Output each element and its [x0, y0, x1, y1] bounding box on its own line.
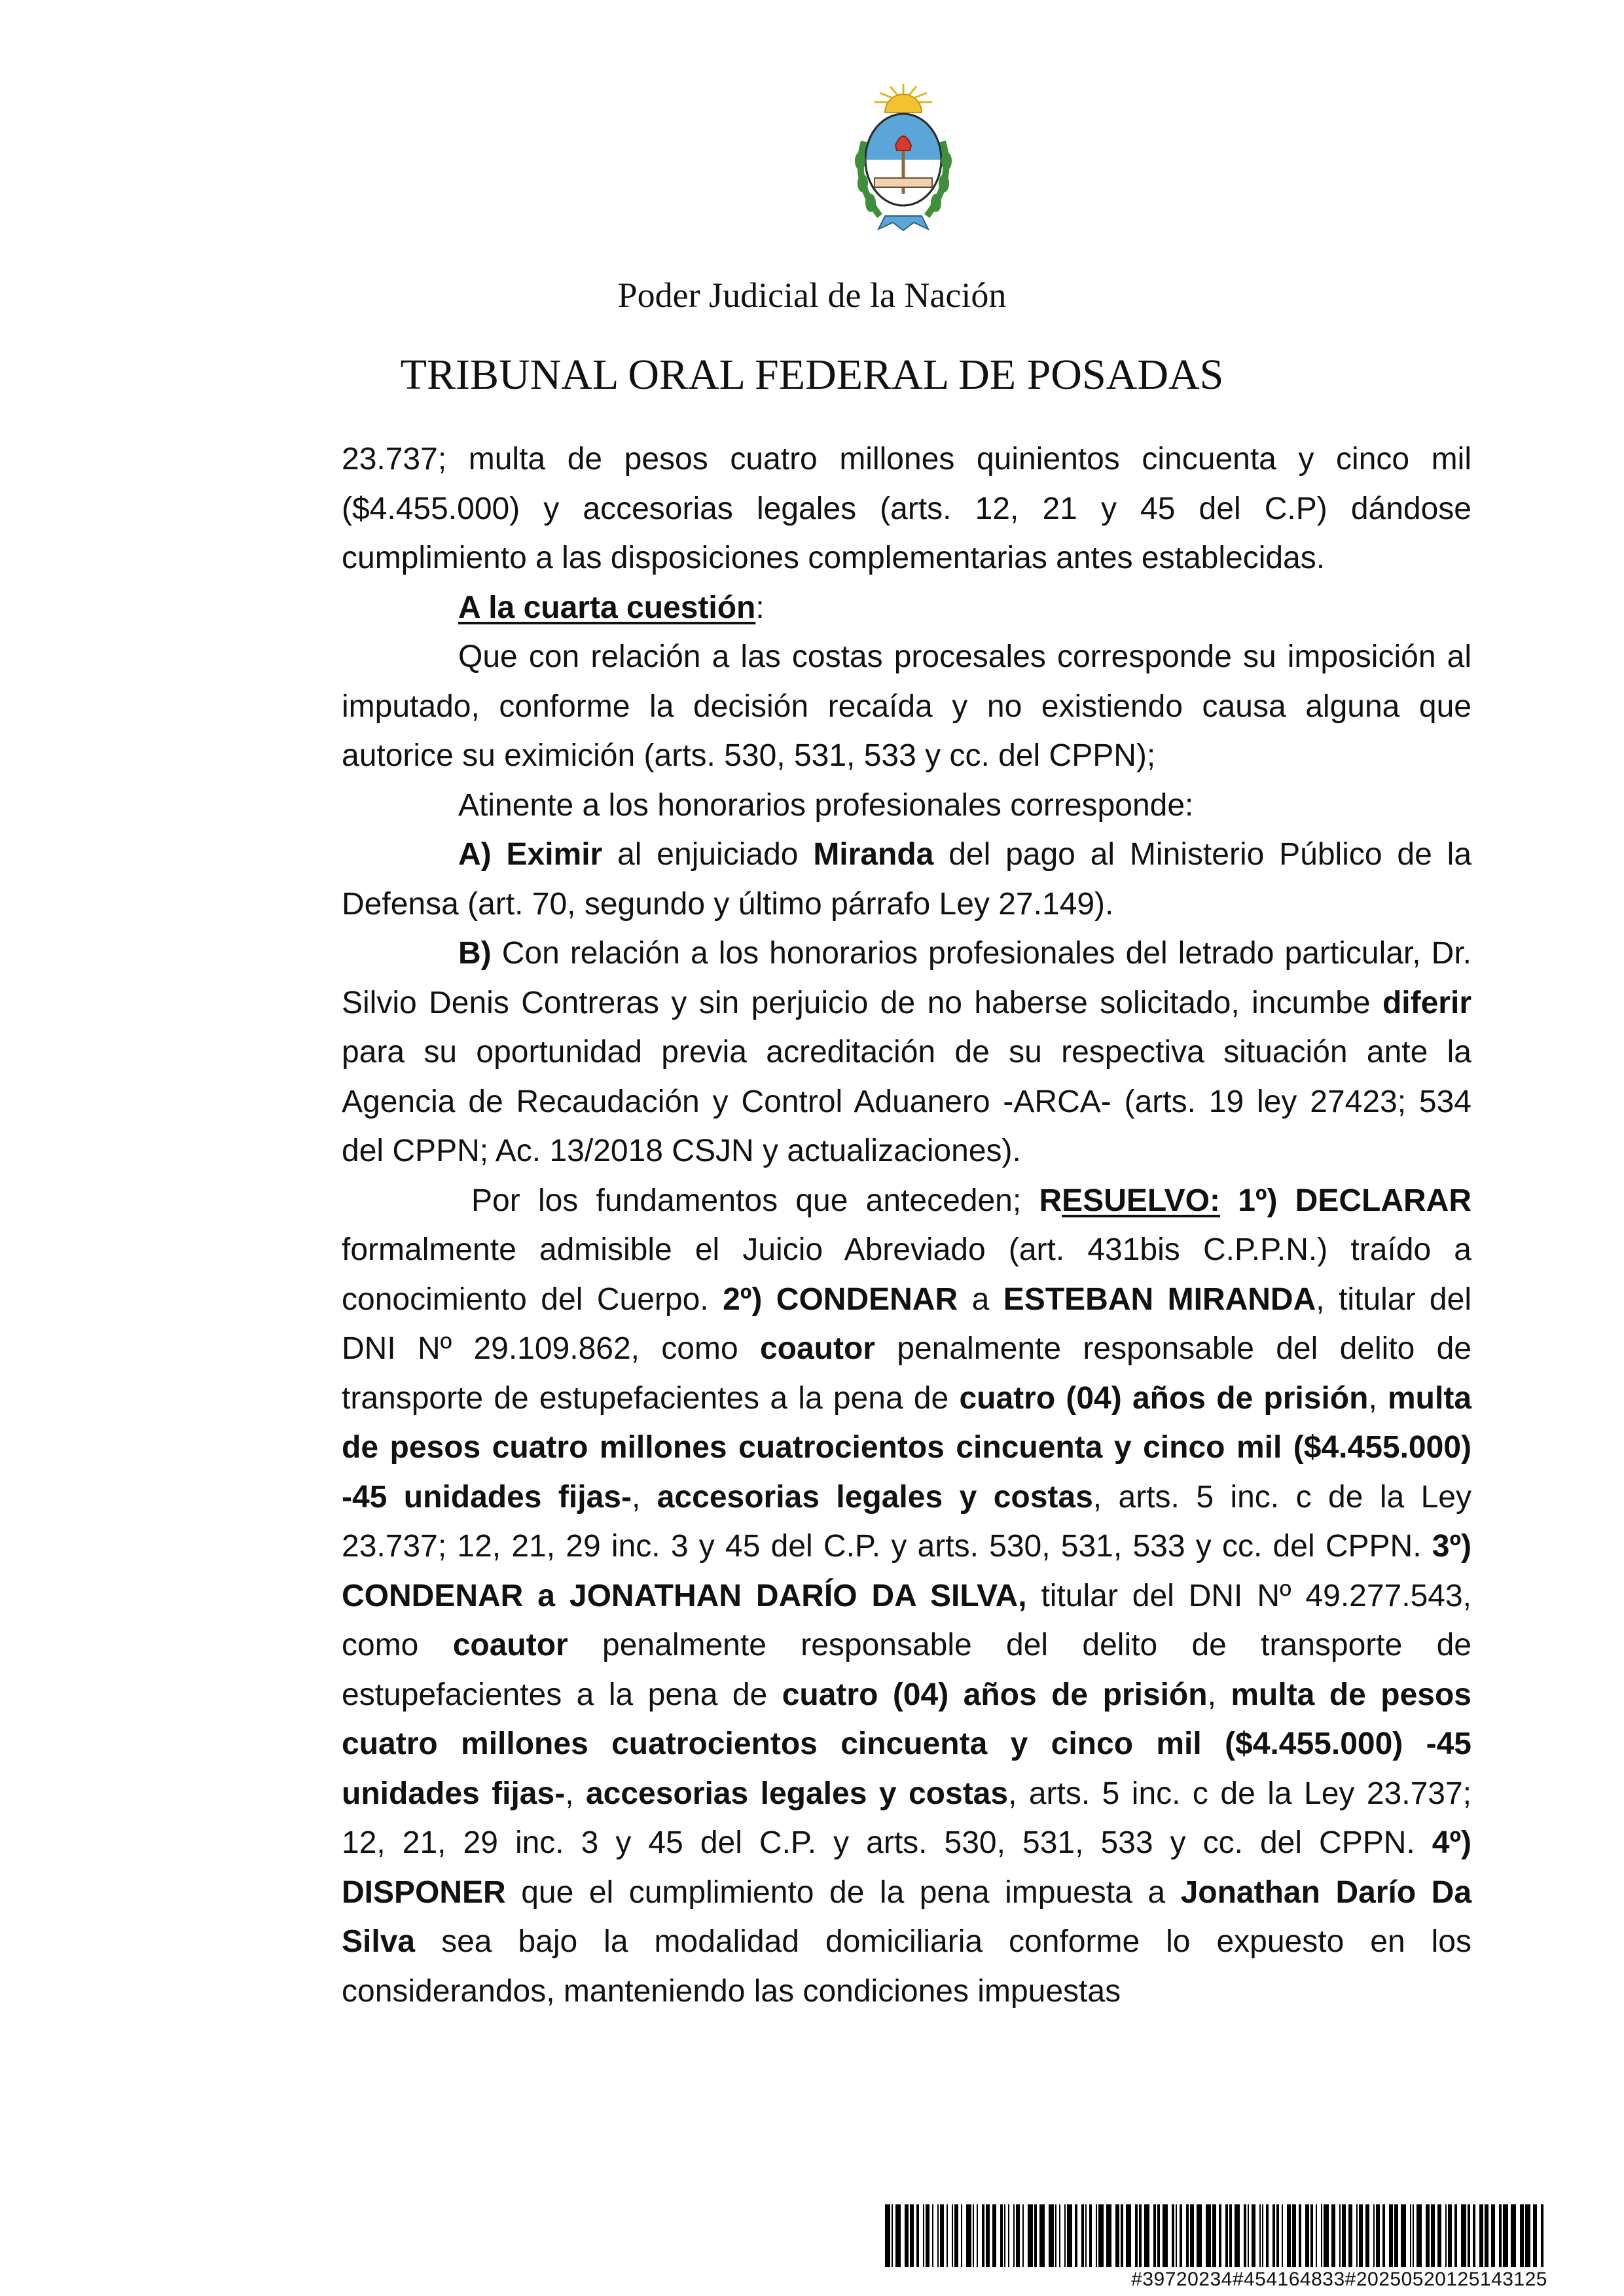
barcode-bar [1461, 2204, 1466, 2267]
paragraph-continuation: 23.737; multa de pesos cuatro millones quinientos cincuenta y cinco mil ($4.455.000) y accesorias legales (arts. 12, 21 y 45 del C.P) dándose cumplimiento a las disposiciones complementarias antes establecidas. [342, 442, 1471, 575]
barcode-bar [1511, 2204, 1516, 2267]
barcode-bar [916, 2204, 919, 2267]
text-run: a [958, 1282, 1003, 1317]
barcode-bar [1454, 2204, 1457, 2267]
barcode-icon [885, 2204, 1547, 2267]
barcode-bar [1389, 2204, 1393, 2267]
barcode-bar [1126, 2204, 1131, 2267]
barcode-bar [1172, 2204, 1174, 2267]
barcode-bar [1394, 2204, 1398, 2267]
barcode-bar [895, 2204, 901, 2267]
paragraph-fees-b [342, 929, 1471, 1176]
barcode-bar [1039, 2204, 1045, 2267]
barcode-bar [982, 2204, 984, 2267]
barcode-bar [947, 2204, 948, 2267]
text-run: del pago al Ministerio Público de la Defensa (art. 70, segundo y último párrafo Ley 27.149). [342, 837, 1472, 922]
barcode-bar [1499, 2204, 1502, 2267]
heading-fourth-question: A la cuarta cuestión [458, 590, 756, 625]
barcode-bar [1252, 2204, 1255, 2267]
barcode-bar [1197, 2204, 1202, 2267]
barcode-bar [1401, 2204, 1406, 2267]
resuelvo-underlined: ESUELVO: [1062, 1183, 1220, 1218]
barcode-bar [1081, 2204, 1084, 2267]
text-bold: A) Eximir [458, 837, 603, 872]
barcode-bar [940, 2204, 944, 2267]
barcode-bar [1431, 2204, 1435, 2267]
barcode-bar [992, 2204, 996, 2267]
barcode-bar [1262, 2204, 1263, 2267]
text-bold: cuatro (04) años de prisión [959, 1380, 1369, 1416]
barcode-bar [1525, 2204, 1530, 2267]
barcode-bar [1139, 2204, 1142, 2267]
barcode-bar [1153, 2204, 1156, 2267]
text-bold: accesorias legales y costas [657, 1479, 1093, 1515]
barcode-bar [1541, 2204, 1543, 2267]
barcode-bar [1106, 2204, 1111, 2267]
text-run: formalmente admisible el Juicio Abreviado (art. 431bis C.P.P.N.) traído a conocimiento del Cuerpo. [342, 1232, 1471, 1317]
barcode-bar [1365, 2204, 1369, 2267]
text-run: , [1368, 1380, 1388, 1416]
barcode-bar [1339, 2204, 1341, 2267]
barcode-bar [1212, 2204, 1216, 2267]
text-bold: Jonathan Darío Da Silva [342, 1874, 1472, 1959]
barcode-bar [1244, 2204, 1246, 2267]
paragraph-fees-a [342, 830, 1471, 929]
heading-colon: : [755, 590, 765, 625]
text-bold: R [1039, 1183, 1062, 1218]
barcode-bar [1075, 2204, 1077, 2267]
barcode-bar [1479, 2204, 1483, 2267]
barcode-bar [1359, 2204, 1363, 2267]
barcode-bar [1266, 2204, 1269, 2267]
barcode-bar [1098, 2204, 1104, 2267]
argentine-coat-of-arms-icon [851, 82, 956, 240]
barcode-bar [1356, 2204, 1358, 2267]
text-run: sea bajo la modalidad domiciliaria conforme lo expuesto en los considerandos, manteniendo las condiciones impuestas [342, 1924, 1471, 2009]
barcode-bar [1225, 2204, 1228, 2267]
text-bold: ESTEBAN MIRANDA [1003, 1282, 1316, 1317]
text-run: penalmente responsable del delito de transporte de estupefacientes a la pena de [342, 1628, 1472, 1712]
barcode-bar [986, 2204, 990, 2267]
text-bold: DISPONER [342, 1874, 506, 1910]
barcode-bar [923, 2204, 924, 2267]
barcode-bar [1028, 2204, 1033, 2267]
text-bold: coautor [759, 1331, 875, 1366]
barcode-bar [1013, 2204, 1015, 2267]
barcode-bar [1276, 2204, 1279, 2267]
text-run: Por los fundamentos que anteceden; [471, 1183, 1039, 1218]
paragraph-costs: Que con relación a las costas procesales corresponde su imposición al imputado, conforme la decisión recaída y no existiendo causa alguna que autorice su eximición (arts. 530, 531, 533 y cc. del CPPN); [342, 639, 1471, 773]
document-body [342, 435, 1471, 2016]
barcode-bar [1287, 2204, 1291, 2267]
text-bold: 2º) CONDENAR [723, 1282, 958, 1317]
barcode-bar [1491, 2204, 1495, 2267]
barcode-bar [1348, 2204, 1352, 2267]
paragraph-resolution [342, 1176, 1471, 2017]
text-run: Con relación a los honorarios profesionales del letrado particular, Dr. Silvio Denis Contreras y sin perjuicio de no haberse solicitado, incumbe [342, 936, 1471, 1020]
barcode-bar [1259, 2204, 1261, 2267]
barcode-bar [937, 2204, 939, 2267]
barcode-bar [1321, 2204, 1322, 2267]
barcode-bar [1229, 2204, 1232, 2267]
barcode-bar [1157, 2204, 1160, 2267]
text-bold: cuatro (04) años de prisión [782, 1677, 1208, 1712]
text-bold: diferir [1382, 985, 1471, 1020]
barcode-bar [954, 2204, 958, 2267]
barcode-bar [1473, 2204, 1475, 2267]
barcode-bar [1282, 2204, 1283, 2267]
barcode-bar [1445, 2204, 1447, 2267]
barcode-bar [1305, 2204, 1309, 2267]
barcode-bar [1121, 2204, 1123, 2267]
barcode-bar [1059, 2204, 1060, 2267]
text-bold: B) [458, 936, 492, 971]
barcode-bar [1004, 2204, 1005, 2267]
barcode-bar [892, 2204, 893, 2267]
barcode-bar [1219, 2204, 1221, 2267]
barcode-bar [966, 2204, 971, 2267]
header-court: TRIBUNAL ORAL FEDERAL DE POSADAS [400, 351, 1224, 399]
text-run: titular del DNI Nº 49.277.543, como [342, 1578, 1471, 1662]
barcode-bar [1089, 2204, 1092, 2267]
text-run: , arts. 5 inc. c de la Ley 23.737; 12, 21, 29 inc. 3 y 45 del C.P. y arts. 530, 531, 533 y cc. del CPPN. [342, 1479, 1471, 1564]
text-bold: 4º) [1432, 1825, 1471, 1860]
barcode-bar [1049, 2204, 1054, 2267]
barcode-bar [905, 2204, 909, 2267]
barcode-bar [1144, 2204, 1149, 2267]
document-barcode [885, 2204, 1547, 2291]
barcode-bar [952, 2204, 953, 2267]
barcode-bar [932, 2204, 933, 2267]
paragraph-fees-intro: Atinente a los honorarios profesionales corresponde: [458, 787, 1194, 823]
barcode-bar [885, 2204, 890, 2267]
barcode-bar [1067, 2204, 1072, 2267]
barcode-bar [1316, 2204, 1317, 2267]
barcode-bar [1064, 2204, 1066, 2267]
barcode-bar [1416, 2204, 1422, 2267]
text-run: penalmente responsable del delito de transporte de estupefacientes a la pena de [342, 1331, 1471, 1416]
section-heading [342, 583, 1471, 633]
barcode-bar [1310, 2204, 1313, 2267]
barcode-bar [1468, 2204, 1470, 2267]
text-bold: multa de pesos cuatro millones cuatrocientos cincuenta y cinco mil ($4.455.000) -45 unidades fijas- [342, 1677, 1472, 1811]
barcode-bar [1248, 2204, 1249, 2267]
text-run: , arts. 5 inc. c de la Ley 23.737; 12, 21, 29 inc. 3 y 45 del C.P. y arts. 530, 531, 533 y cc. del CPPN. [342, 1776, 1471, 1860]
barcode-bar [1324, 2204, 1329, 2267]
text-run: para su oportunidad previa acreditación de su respectiva situación ante la Agencia de Recaudación y Control Aduanero -ARCA- (arts. 19 ley 27423; 534 del CPPN; Ac. 13/2018 CSJN y actualizaciones). [342, 1035, 1471, 1168]
text-bold: 3º) CONDENAR a JONATHAN DARÍO DA SILVA, [342, 1529, 1471, 1613]
text-run: , titular del DNI Nº 29.109.862, como [342, 1282, 1471, 1366]
barcode-bar [1022, 2204, 1024, 2267]
text-run: que el cumplimiento de la pena impuesta a [505, 1874, 1181, 1910]
barcode-bar [1180, 2204, 1182, 2267]
text-bold: multa de pesos cuatro millones cuatrocientos cincuenta y cinco mil ($4.455.000) -45 unidades fijas- [342, 1380, 1472, 1515]
text-bold: 1º) DECLARAR [1219, 1183, 1472, 1218]
barcode-bar [1008, 2204, 1009, 2267]
barcode-bar [1115, 2204, 1119, 2267]
barcode-bar [1186, 2204, 1189, 2267]
header-institution: Poder Judicial de la Nación [617, 276, 1007, 315]
barcode-bar [1410, 2204, 1411, 2267]
barcode-bar [1382, 2204, 1385, 2267]
barcode-bar [1190, 2204, 1194, 2267]
barcode-bar [1135, 2204, 1138, 2267]
text-bold: coautor [452, 1628, 568, 1662]
text-run: al enjuiciado [602, 837, 814, 872]
barcode-bar [1373, 2204, 1375, 2267]
text-bold: accesorias legales y costas [585, 1776, 1009, 1811]
barcode-bar [1448, 2204, 1452, 2267]
barcode-bar [1520, 2204, 1524, 2267]
barcode-bar [1034, 2204, 1037, 2267]
barcode-bar [1016, 2204, 1020, 2267]
barcode-bar [961, 2204, 962, 2267]
barcode-bar [1342, 2204, 1346, 2267]
barcode-bar [1163, 2204, 1168, 2267]
text-run: , [1207, 1677, 1231, 1712]
barcode-bar [910, 2204, 914, 2267]
barcode-bar [1503, 2204, 1508, 2267]
barcode-bar [1299, 2204, 1301, 2267]
barcode-bar [1533, 2204, 1537, 2267]
barcode-bar [1292, 2204, 1296, 2267]
barcode-caption: #39720234#454164833#20250520125143125 [1131, 2269, 1547, 2290]
barcode-bar [1206, 2204, 1211, 2267]
barcode-bar [1376, 2204, 1380, 2267]
barcode-bar [1176, 2204, 1177, 2267]
barcode-bar [1235, 2204, 1240, 2267]
barcode-bar [973, 2204, 974, 2267]
barcode-bar [1085, 2204, 1087, 2267]
barcode-bar [1272, 2204, 1275, 2267]
barcode-bar [1000, 2204, 1003, 2267]
text-run: , [565, 1776, 586, 1811]
barcode-bar [1485, 2204, 1489, 2267]
barcode-bar [1426, 2204, 1430, 2267]
barcode-bar [926, 2204, 929, 2267]
barcode-bar [1413, 2204, 1414, 2267]
barcode-bar [1437, 2204, 1441, 2267]
barcode-bar [1331, 2204, 1335, 2267]
text-run: , [631, 1479, 657, 1515]
barcode-bar [1096, 2204, 1097, 2267]
barcode-bar [977, 2204, 978, 2267]
text-bold: Miranda [813, 837, 934, 872]
barcode-bar [1055, 2204, 1056, 2267]
